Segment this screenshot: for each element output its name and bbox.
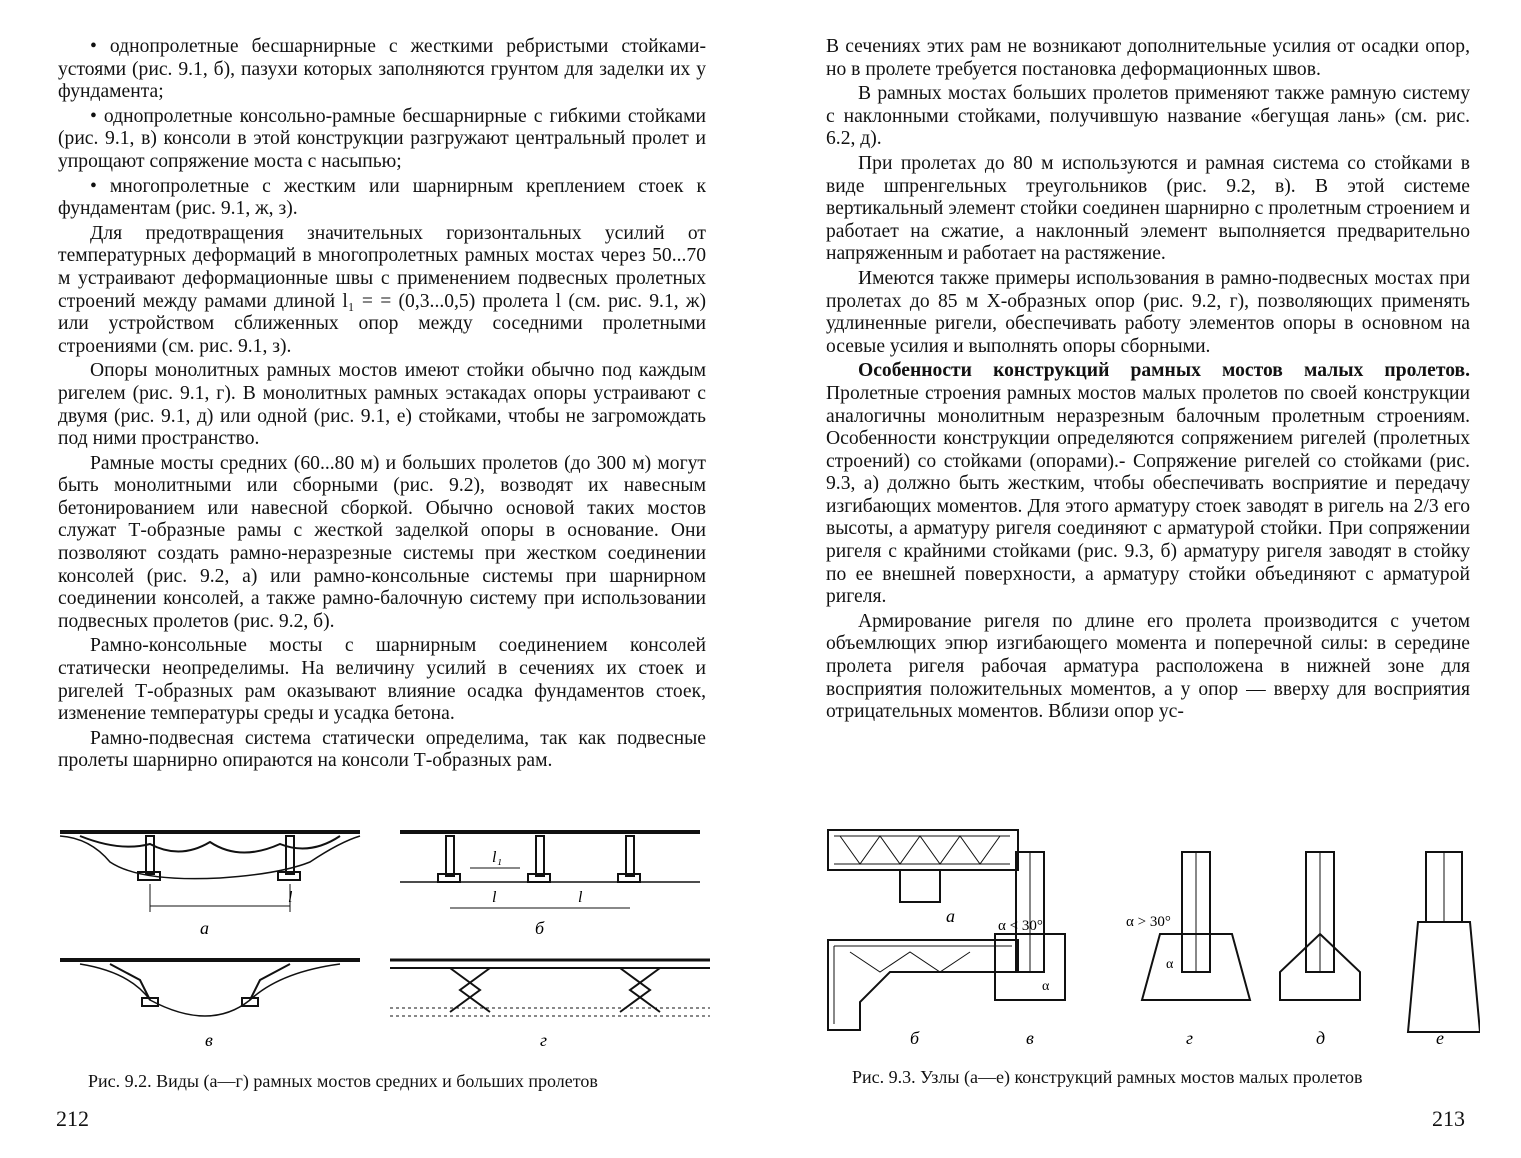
paragraph: При пролетах до 80 м используются и рамная система со стойками в виде шпренгельных треугольников (рис. 9.2, в). В этой системе вертикальный элемент стойки соединен шарнирно с пролетным строением и работает на сжатие, а наклонный элемент выполняется предварительно напряженным и работает на растяжение. (826, 152, 1470, 265)
figure-caption: Рис. 9.3. Узлы (а—е) конструкций рамных мостов малых пролетов (852, 1067, 1363, 1087)
paragraph: Особенности конструкций рамных мостов малых пролетов. Пролетные строения рамных мостов малых пролетов по своей конструкции аналогичны монолитным неразрезным балочным пролетным строениям. Особенности конструкции определяются сопряжением ригелей (пролетных строений) со стойками (опорами).- Сопряжение ригелей со стойками (рис. 9.3, а) должно быть жестким, чтобы обеспечивать восприятие и передачу изгибающих моментов. Для этого арматуру стоек заводят в ригель на 2/3 его высоты, а арматуру ригеля соединяют с арматурой стойки. При сопряжении ригеля с крайними стойками (рис. 9.3, б) арматуру ригеля заводят в стойку по ее внешней поверхности, а арматуру стойки объединяют с арматурой ригеля. (826, 360, 1470, 608)
paragraph: • однопролетные консольно-рамные бесшарнирные с гибкими стойками (рис. 9.1, в) консоли в этой конструкции разгружают центральный пролет и упрощают сопряжение моста с насыпью; (58, 105, 706, 172)
node-b-diagram (828, 940, 1018, 1030)
right-page (760, 0, 1521, 1158)
angle-label: α < 30° (998, 918, 1043, 934)
subfigure-label: в (1026, 1028, 1034, 1048)
dim-span1-label: l₁ (492, 849, 503, 866)
paragraph: Имеются также примеры использования в рамно-подвесных мостах при пролетах до 85 м Х-образных опор (рис. 9.2, г), позволяющих применять удлиненные ригели, обеспечивать работу элементов опоры в основном на осевые усилия и выполнять опоры сборными. (826, 267, 1470, 357)
paragraph: • многопролетные с жестким или шарнирным креплением стоек к фундаментам (рис. 9.1, ж, з). (58, 175, 706, 220)
dim-span-label: l (492, 889, 497, 906)
subfigure-label: г (1186, 1028, 1194, 1048)
paragraph: Для предотвращения значительных горизонтальных усилий от температурных деформаций в многопролетных рамных мостах через 50...70 м устраивают деформационные швы с применением подвесных пролетных строений между рамами длиной l₁ = = (0,3...0,5) пролета l (см. рис. 9.1, ж) или устройством сближенных опор между соседними пролетными строениями (см. рис. 9.1, з). (58, 222, 706, 357)
subfigure-label: е (1436, 1028, 1444, 1048)
dim-span-label: l (578, 889, 583, 906)
node-a-diagram (828, 830, 1018, 902)
figure-9-3 (820, 822, 1480, 1054)
bridge-type-v-diagram (60, 960, 360, 1016)
bridge-type-b-diagram (400, 832, 700, 908)
paragraph: Рамные мосты средних (60...80 м) и больших пролетов (до 300 м) могут быть монолитными или сборными (рис. 9.2), возводят их навесным бетонированием или навесной сборкой. Обычно основой таких мостов служат Т-образные рамы с жесткой заделкой опоры в основание. Они позволяют создать рамно-неразрезные системы при жестком соединении консолей (рис. 9.2, а) или рамно-консольные системы при шарнирном соединении консолей, а также рамно-балочную систему при использовании подвесных пролетов (рис. 9.2, б). (58, 452, 706, 632)
paragraph: • однопролетные бесшарнирные с жесткими ребристыми стойками-устоями (рис. 9.1, б), пазухи которых заполняются грунтом для заделки их у фундамента; (58, 36, 706, 103)
alpha-label: α (1166, 957, 1174, 972)
subfigure-label: а (200, 918, 209, 938)
bridge-type-g-diagram (390, 960, 710, 1016)
node-e-diagram (1408, 852, 1480, 1032)
node-d-diagram (1280, 852, 1360, 1000)
bridge-type-a-diagram (60, 832, 360, 912)
subfigure-label: а (946, 906, 955, 926)
angle-label: α > 30° (1126, 914, 1171, 930)
paragraph: В сечениях этих рам не возникают дополнительные усилия от осадки опор, но в пролете требуется постановка деформационных швов. (826, 36, 1470, 80)
subfigure-label: б (535, 918, 545, 938)
page-number: 212 (56, 1106, 89, 1131)
subfigure-label: д (1316, 1028, 1326, 1048)
paragraph: Рамно-подвесная система статически определима, так как подвесные пролеты шарнирно опираются на консоли Т-образных рам. (58, 727, 706, 772)
dim-span-label: l (288, 889, 293, 906)
left-text-column (58, 36, 706, 775)
subfigure-label: г (540, 1030, 548, 1050)
alpha-label: α (1042, 979, 1050, 994)
figure-caption: Рис. 9.2. Виды (а—г) рамных мостов средних и больших пролетов (88, 1071, 598, 1091)
subfigure-label: в (205, 1030, 213, 1050)
paragraph: Рамно-консольные мосты с шарнирным соединением консолей статически неопределимы. На величину усилий в сечениях их стоек и ригелей Т-образных рам оказывают влияние осадка фундаментов стоек, изменение температуры среды и усадка бетона. (58, 635, 706, 725)
section-run-in-heading: Особенности конструкций рамных мостов малых пролетов. (858, 360, 1470, 382)
left-page (0, 0, 760, 1158)
paragraph: Опоры монолитных рамных мостов имеют стойки обычно под каждым ригелем (рис. 9.1, г). В монолитных рамных эстакадах опоры устраивают с двумя (рис. 9.1, д) или одной (рис. 9.1, е) стойками, чтобы не загромождать под ними пространство. (58, 360, 706, 450)
paragraph: Армирование ригеля по длине его пролета производится с учетом объемлющих эпюр изгибающего момента и поперечной силы: в середине пролета ригеля рабочая арматура расположена в нижней зоне для восприятия положительных моментов, а у опор — вверху для восприятия отрицательных моментов. Вблизи опор ус- (826, 610, 1470, 723)
figure-9-2 (50, 822, 720, 1054)
page-number: 213 (1432, 1106, 1465, 1131)
paragraph: В рамных мостах больших пролетов применяют также рамную систему с наклонными стойками, получившую название «бегущая лань» (см. рис. 6.2, д). (826, 83, 1470, 150)
subfigure-label: б (910, 1028, 920, 1048)
right-text-column (826, 36, 1470, 726)
